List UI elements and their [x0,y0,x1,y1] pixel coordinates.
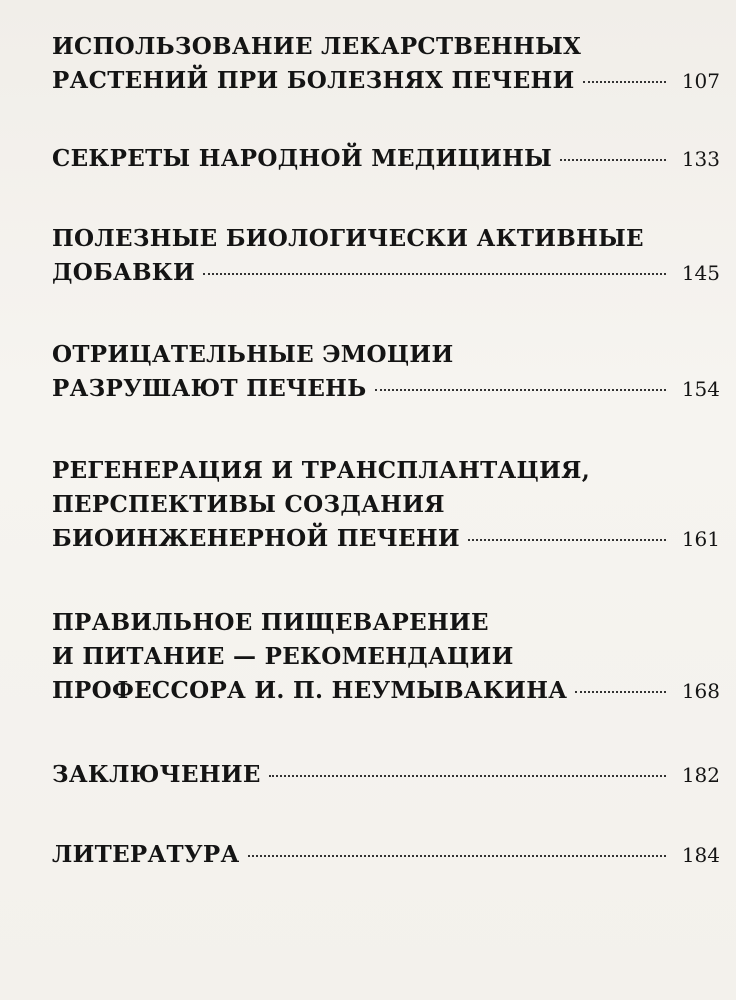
toc-entry-last-line [52,256,720,290]
toc-entry [52,758,720,792]
toc-entry-title-line: ПЕРСПЕКТИВЫ СОЗДАНИЯ [52,491,445,518]
toc-entry-title-line: РАСТЕНИЙ ПРИ БОЛЕЗНЯХ ПЕЧЕНИ [52,67,575,94]
toc-page-number: 182 [681,763,720,787]
toc-entry-title-line: ДОБАВКИ [52,259,196,286]
toc-page-number: 184 [681,843,720,867]
toc-page-number: 145 [681,261,720,285]
toc-entry-title-line: ОТРИЦАТЕЛЬНЫЕ ЭМОЦИИ [52,341,454,368]
dot-leader [468,539,666,541]
toc-entry-last-line [52,372,720,406]
toc-page-number: 168 [681,679,720,703]
toc-entry [52,606,720,708]
toc-page-number: 161 [681,527,720,551]
dot-leader [269,775,666,777]
toc-entry-title-line: ЗАКЛЮЧЕНИЕ [52,761,261,788]
toc-entry-title-line: ПРАВИЛЬНОЕ ПИЩЕВАРЕНИЕ [52,609,489,636]
dot-leader [248,855,666,857]
toc-entry-last-line [52,522,720,556]
toc-entry-last-line [52,758,720,792]
dot-leader [560,159,666,161]
dot-leader [583,81,666,83]
toc-page-number: 107 [681,69,720,93]
toc-entry [52,30,720,98]
dot-leader [375,389,667,391]
toc-entry-title-line: ЛИТЕРАТУРА [52,841,240,868]
toc-page-number: 154 [681,377,720,401]
toc-entry-title-line: ПРОФЕССОРА И. П. НЕУМЫВАКИНА [52,677,568,704]
toc-entry-title-line: РЕГЕНЕРАЦИЯ И ТРАНСПЛАНТАЦИЯ, [52,457,591,484]
toc-entry [52,454,720,556]
toc-entry-title-line: РАЗРУШАЮТ ПЕЧЕНЬ [52,375,367,402]
dot-leader [575,691,666,693]
toc-entry-last-line [52,64,720,98]
toc-entry [52,222,720,290]
toc-entry-last-line [52,838,720,872]
toc-entry-title-line: ИСПОЛЬЗОВАНИЕ ЛЕКАРСТВЕННЫХ [52,33,582,60]
toc-entry [52,838,720,872]
toc-entry-title-line: БИОИНЖЕНЕРНОЙ ПЕЧЕНИ [52,525,460,552]
toc-entry-last-line [52,142,720,176]
toc-entry-last-line [52,674,720,708]
toc-entry [52,338,720,406]
toc-entry-title-line: СЕКРЕТЫ НАРОДНОЙ МЕДИЦИНЫ [52,145,553,172]
toc-entry-title-line: ПОЛЕЗНЫЕ БИОЛОГИЧЕСКИ АКТИВНЫЕ [52,225,644,252]
toc-page-number: 133 [681,147,720,171]
dot-leader [203,273,666,275]
toc-entry-title-line: И ПИТАНИЕ — РЕКОМЕНДАЦИИ [52,643,514,670]
toc-entry [52,142,720,176]
